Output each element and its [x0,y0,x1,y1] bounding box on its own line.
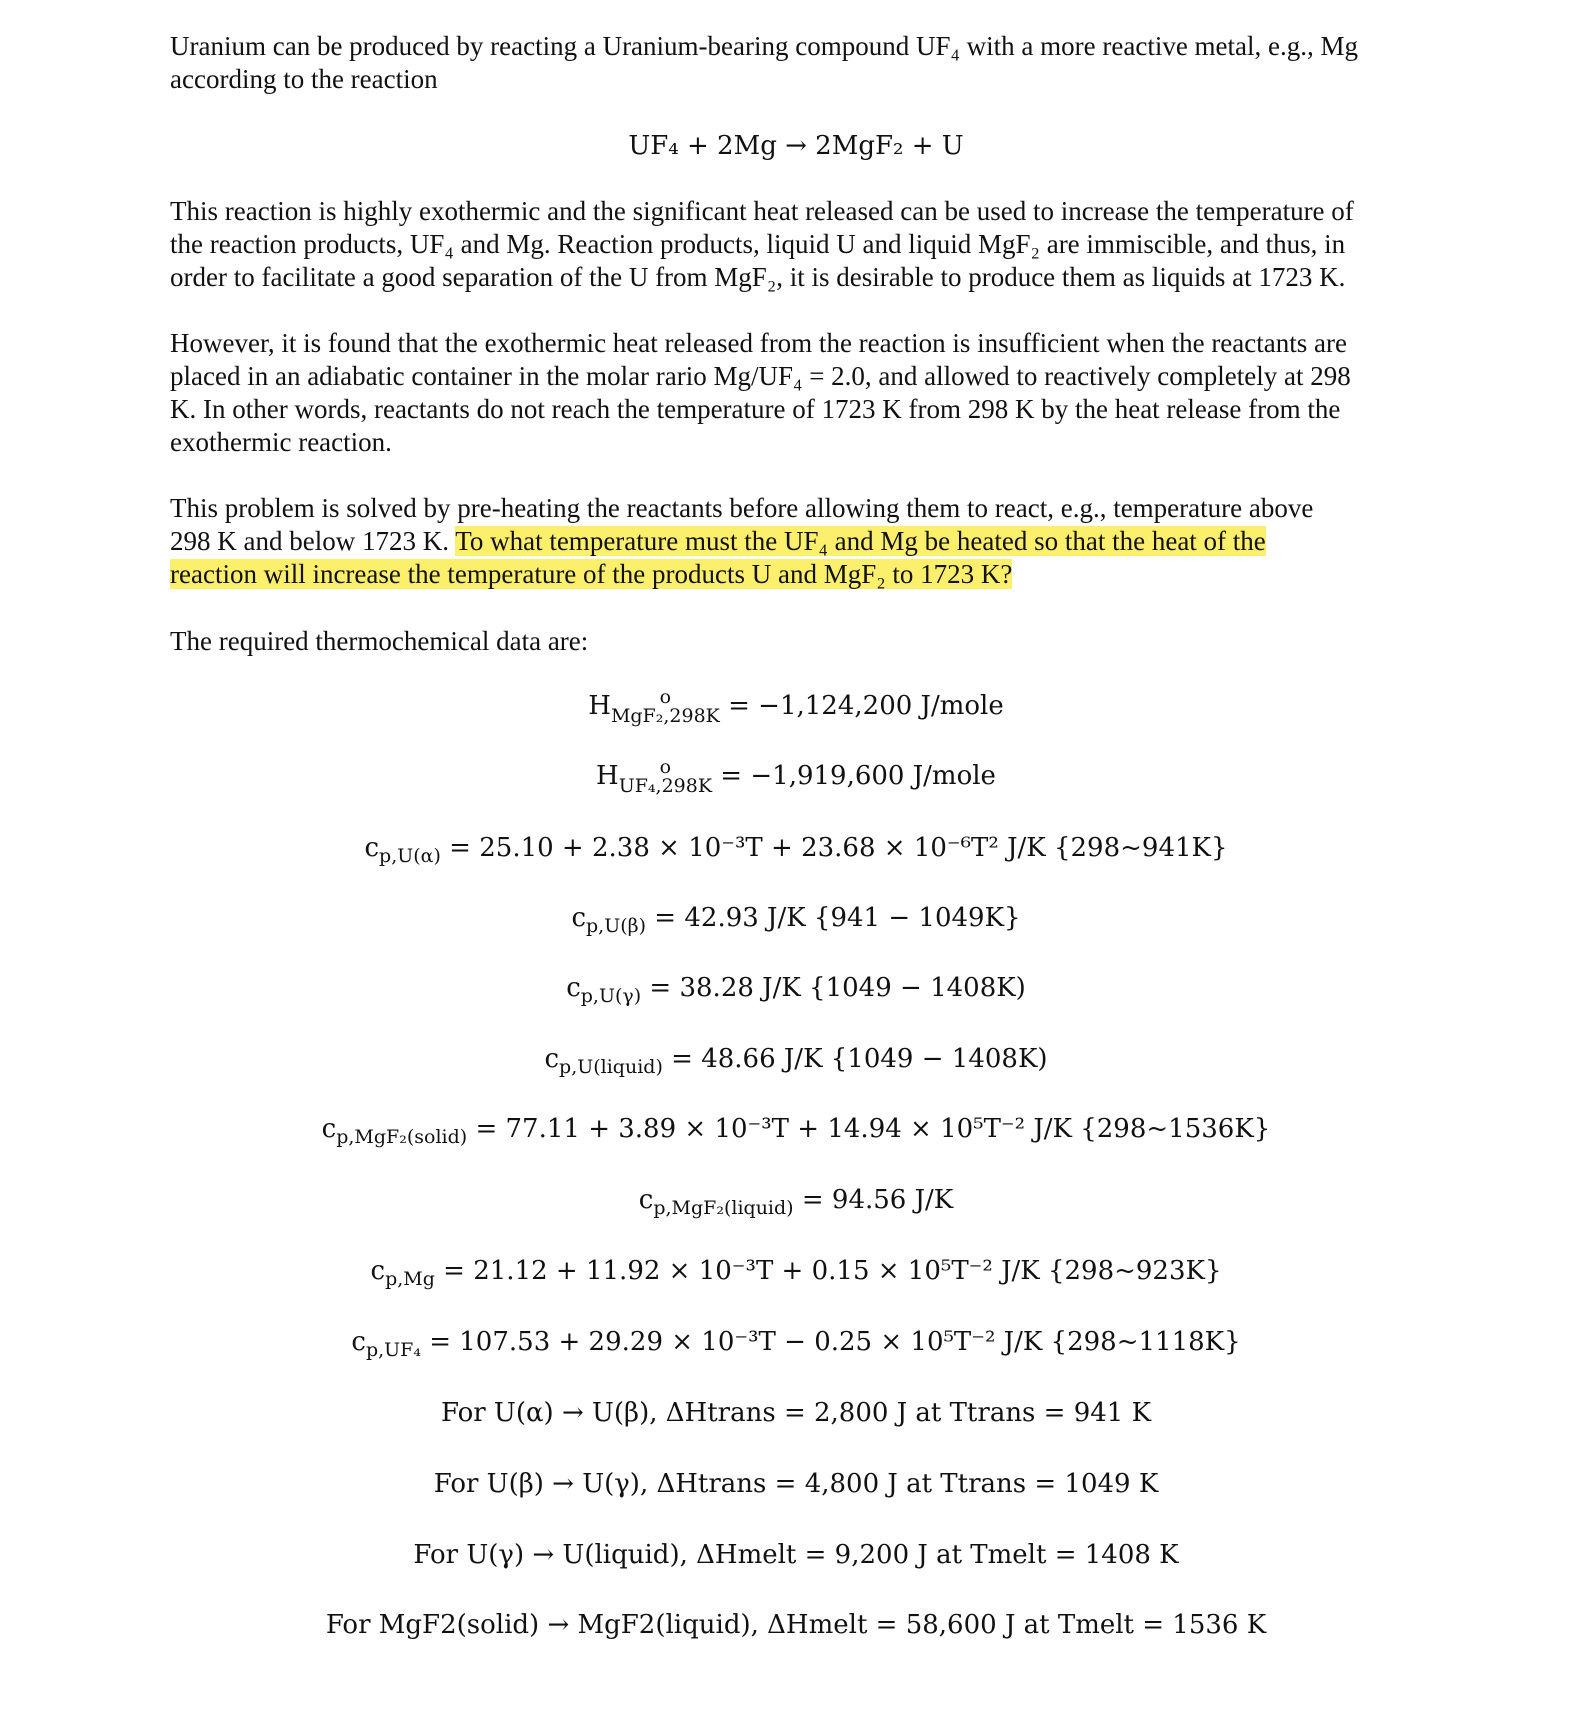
paragraph-line: 298 K and below 1723 K. [170,526,456,556]
cp-uf4-equation: $c_{p,UF_4} = 107.53 + 29.29 \times 10^{-3}T - 0.25 \times 10^5T^{-2}$ J/K {298~1118K} [351,1327,1241,1361]
reaction-equation: UF₄ + 2Mg → 2MgF₂ + U [628,131,964,161]
cp-mgf2-solid-equation: $c_{p,MgF_2(solid)} = 77.11 + 3.89 \times 10^{-3}T + 14.94 \times 10^5T^{-2}$ J/K {298~1536K} [321,1114,1271,1148]
cp-u-liquid-equation: $c_{p,U(liquid)} = 48.66$ J/K {1049 − 1408K) [544,1044,1048,1078]
cp-mgf2-liquid-equation: $c_{p,MgF_2(liquid)} = 94.56$ J/K [638,1185,954,1219]
paragraph-exothermic [170,195,1430,294]
cp-u-beta-equation: $c_{p,U(\beta)} = 42.93$ J/K {941 − 1049K} [571,903,1021,937]
cp-u-alpha-equation: $c_{p,U(\alpha)} = 25.10 + 2.38 \times 10^{-3}T + 23.68 \times 10^{-6}T^2$ J/K {298~941K} [364,833,1228,867]
melting-mgf2: For MgF2(solid) → MgF2(liquid), ΔHmelt = 58,600 J at Tmelt = 1536 K [325,1610,1267,1640]
highlighted-question: To what temperature must the UF₄ and Mg be heated so that the heat of the [455,526,1266,556]
paragraph-line: However, it is found that the exothermic heat released from the reaction is insufficient when the reactants are [170,328,1347,358]
intro-line: according to the reaction [170,64,438,94]
paragraph-line: the reaction products, UF₄ and Mg. Reaction products, liquid U and liquid MgF₂ are immiscible, and thus, in [170,229,1346,259]
paragraph-preheating [170,492,1430,591]
intro-line: Uranium can be produced by reacting a Uranium-bearing compound UF₄ with a more reactive metal, e.g., Mg [170,31,1359,61]
paragraph-line: This problem is solved by pre-heating the reactants before allowing them to react, e.g., temperature above [170,493,1314,523]
paragraph-insufficient-heat [170,327,1430,459]
transition-alpha-beta: For U(α) → U(β), ΔHtrans = 2,800 J at Ttrans = 941 K [440,1398,1152,1428]
paragraph-line: K. In other words, reactants do not reach the temperature of 1723 K from 298 K by the heat release from the [170,394,1341,424]
enthalpy-uf4-equation: H o UF₄,298K = −1,919,600 J/mole [596,756,996,797]
paragraph-line: order to facilitate a good separation of the U from MgF₂, it is desirable to produce them as liquids at 1723 K. [170,262,1346,292]
data-intro: The required thermochemical data are: [170,626,589,656]
melting-uranium: For U(γ) → U(liquid), ΔHmelt = 9,200 J at Tmelt = 1408 K [413,1540,1179,1570]
paragraph-line: exothermic reaction. [170,427,392,457]
paragraph-line: placed in an adiabatic container in the molar rario Mg/UF₄ = 2.0, and allowed to reactively completely at 298 [170,361,1351,391]
enthalpy-mgf2-equation: H o MgF₂,298K = −1,124,200 J/mole [588,686,1004,727]
transition-beta-gamma: For U(β) → U(γ), ΔHtrans = 4,800 J at Ttrans = 1049 K [433,1469,1159,1499]
cp-mg-equation: $c_{p,Mg} = 21.12 + 11.92 \times 10^{-3}T + 0.15 \times 10^5T^{-2}$ J/K {298~923K} [370,1256,1222,1290]
cp-u-gamma-equation: $c_{p,U(\gamma)} = 38.28$ J/K {1049 − 1408K) [566,973,1026,1007]
highlighted-question: reaction will increase the temperature of the products U and MgF₂ to 1723 K? [170,559,1013,589]
intro-paragraph [170,30,1430,96]
paragraph-line: This reaction is highly exothermic and the significant heat released can be used to increase the temperature of [170,196,1354,226]
